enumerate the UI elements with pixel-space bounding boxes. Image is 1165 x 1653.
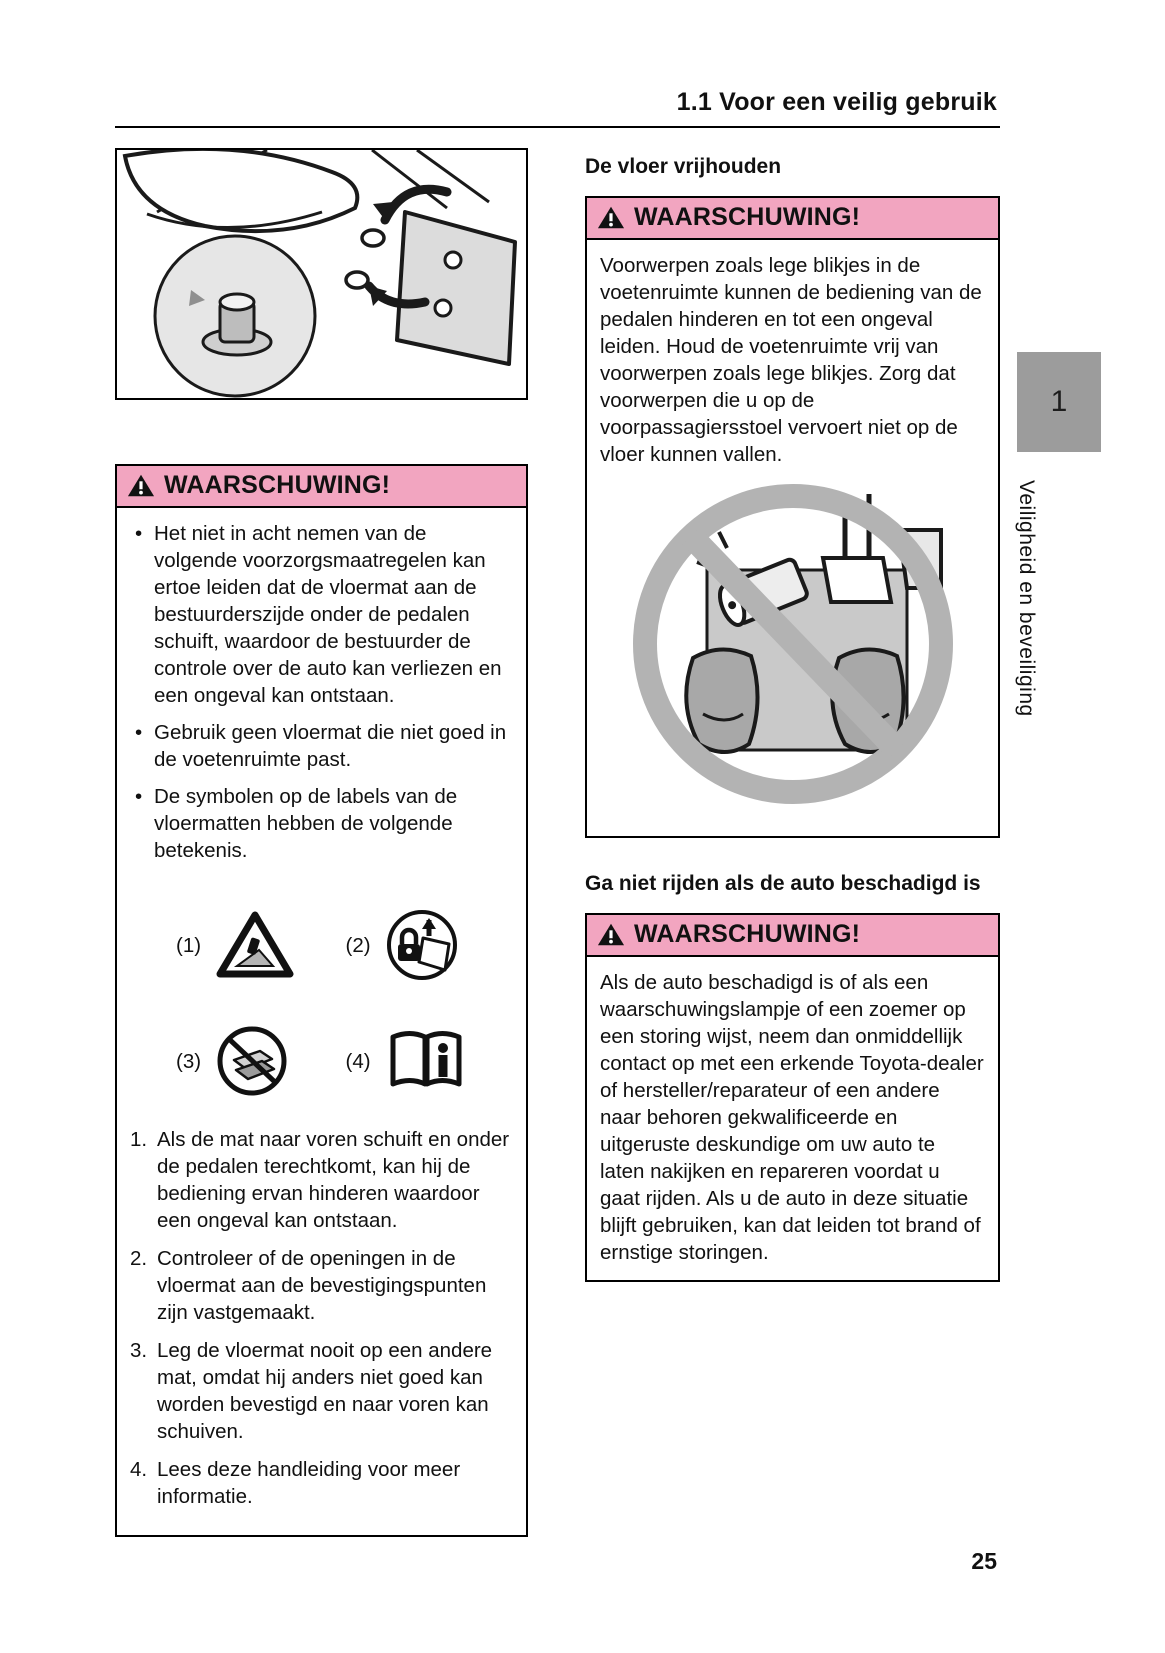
warning-bullet: • Gebruik geen vloermat die niet goed in de voetenruimte past.: [130, 719, 513, 773]
symbol-item-1: [176, 910, 340, 980]
warning-header: [587, 198, 998, 240]
symbol-label: (2): [345, 933, 371, 957]
warning-bullet: • De symbolen op de labels van de vloermatten hebben de volgende betekenis.: [130, 783, 513, 864]
symbol-item-2: [346, 908, 510, 982]
section-heading-floor: De vloer vrijhouden: [585, 155, 782, 178]
chapter-header: 1.1 Voor een veilig gebruik: [676, 88, 997, 116]
floormat-fastening-illustration: [117, 150, 526, 398]
mat-lock-fastener-icon: [385, 908, 459, 982]
no-loose-objects-illustration: [607, 478, 979, 810]
chapter-edge-label: Veiligheid en beveiliging: [1015, 480, 1038, 717]
warning-text: Voorwerpen zoals lege blikjes in de voetenruimte kunnen de bediening van de pedalen hinderen en tot een ongeval leiden. Houd de voetenruimte vrij van voorwerpen zoals lege blikjes. Zorg dat voorwerpen die u op de voorpassagiersstoel vervoert niet op de vloer kunnen vallen.: [600, 254, 982, 466]
mat-slip-warning-triangle-icon: [215, 910, 295, 980]
warning-step: Lees deze handleiding voor meer informatie.: [157, 1458, 461, 1508]
warning-title: WAARSCHUWING!: [634, 203, 861, 231]
symbol-label: (1): [176, 933, 202, 957]
warning-bullet: • Het niet in acht nemen van de volgende voorzorgsmaatregelen kan ertoe leiden dat de vloermat aan de bestuurderszijde onder de pedalen schuift, waardoor de bestuurder de controle over de auto kan verliezen en een ongeval kan ontstaan.: [130, 520, 513, 709]
floormat-symbol-grid: [176, 908, 509, 1098]
warning-step: Controleer of de openingen in de vloermat aan de bevestigingspunten zijn vastgemaakt.: [157, 1247, 487, 1324]
symbol-label: (4): [345, 1049, 371, 1073]
warning-header: [117, 466, 526, 508]
warning-box-floor-clear: [585, 196, 1000, 838]
warning-triangle-icon: [127, 473, 155, 498]
symbol-item-4: [346, 1028, 510, 1094]
warning-title: WAARSCHUWING!: [634, 920, 861, 948]
header-rule: [115, 126, 1000, 128]
warning-title: WAARSCHUWING!: [164, 471, 391, 499]
read-manual-book-icon: [385, 1028, 467, 1094]
right-column: [585, 155, 1000, 1282]
floormat-fastening-figure: [115, 148, 528, 400]
chapter-edge-tab: 1: [1017, 352, 1101, 452]
warning-box-damaged-car: [585, 913, 1000, 1282]
warning-step: Als de mat naar voren schuift en onder de pedalen terechtkomt, kan hij de bediening ervan hinderen waardoor een ongeval kan ontstaan.: [157, 1128, 510, 1232]
warning-triangle-icon: [597, 205, 625, 230]
warning-numbered-list: [130, 1126, 513, 1510]
left-column: [115, 148, 528, 1537]
symbol-item-3: [176, 1024, 340, 1098]
warning-triangle-icon: [597, 922, 625, 947]
warning-box-floormat: [115, 464, 528, 1537]
warning-step: Leg de vloermat nooit op een andere mat, omdat hij anders niet goed kan worden bevestigd en naar voren kan schuiven.: [157, 1339, 493, 1443]
no-stacked-mats-icon: [215, 1024, 289, 1098]
symbol-label: (3): [176, 1049, 202, 1073]
warning-text: Als de auto beschadigd is of als een waarschuwingslampje of een zoemer op een storing wijst, neem dan onmiddellijk contact op met een erkende Toyota-dealer of hersteller/reparateur of een andere naar behoren gekwalificeerde en uitgeruste deskundige om uw auto te laten nakijken en repareren voordat u gaat rijden. Als u de auto in deze situatie blijft gebruiken, kan dat leiden tot brand of ernstige storingen.: [600, 971, 984, 1264]
warning-bullet-list: [130, 520, 513, 864]
section-heading-damaged: Ga niet rijden als de auto beschadigd is: [585, 872, 981, 895]
warning-header: [587, 915, 998, 957]
page-number: 25: [971, 1548, 997, 1574]
